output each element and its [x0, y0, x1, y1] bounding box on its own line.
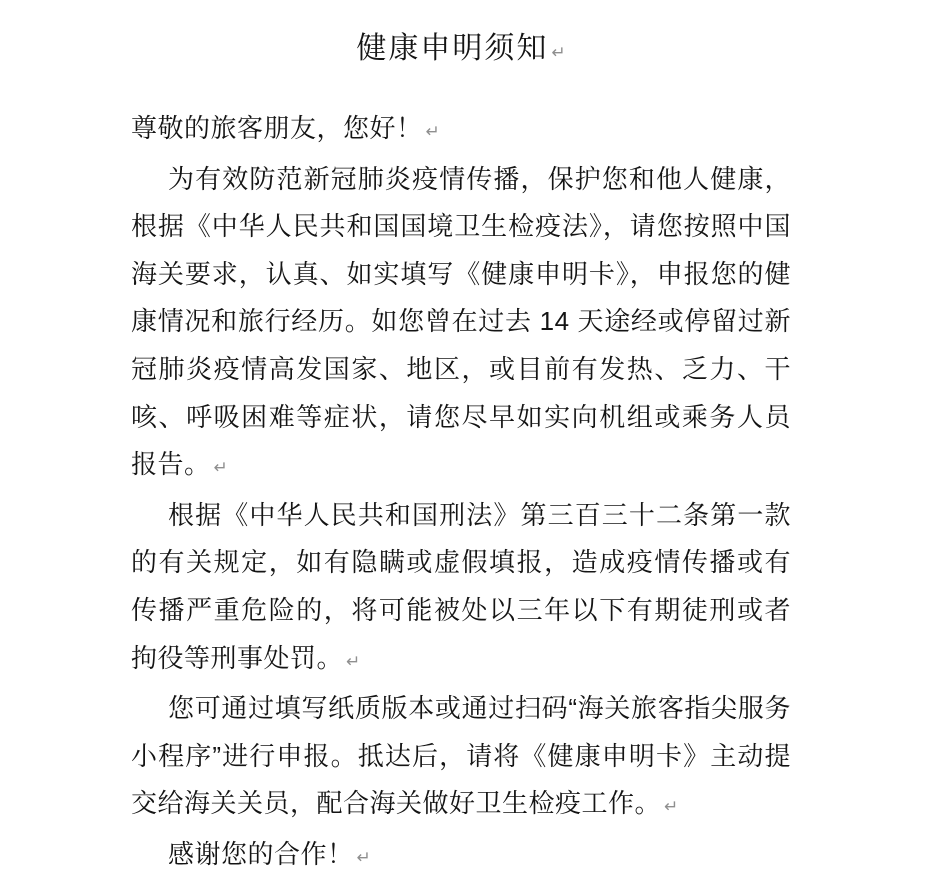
paragraph	[131, 492, 791, 685]
paragraph-text: 根据《中华人民共和国刑法》第三百三十二条第一款的有关规定，如有隐瞒或虚假填报，造成疫情传播或有传播严重危险的，将可能被处以三年以下有期徒刑或者拘役等刑事处罚。	[131, 499, 791, 673]
document-page	[0, 26, 942, 869]
paragraph-text: 为有效防范新冠肺炎疫情传播，保护您和他人健康，根据《中华人民共和国国境卫生检疫法》，请您按照中国海关要求，认真、如实填写《健康申明卡》，申报您的健康情况和旅行经历。如您曾在过去 14 天途经或停留过新冠肺炎疫情高发国家、地区，或目前有发热、乏力、干咳、呼吸困难等症状，请您尽早如实向机组或乘务人员报告。	[131, 163, 791, 480]
paragraph-mark-icon: ↵	[356, 847, 371, 867]
paragraph	[131, 156, 791, 492]
paragraph-mark-icon: ↵	[551, 43, 566, 62]
page-title	[131, 26, 791, 76]
paragraph-mark-icon: ↵	[213, 458, 228, 478]
paragraph	[131, 105, 791, 156]
paragraph-mark-icon: ↵	[664, 797, 679, 817]
text-column	[131, 26, 791, 882]
paragraph-text: 您可通过填写纸质版本或通过扫码“海关旅客指尖服务小程序”进行申报。抵达后，请将《健康申明卡》主动提交给海关关员，配合海关做好卫生检疫工作。	[131, 693, 791, 819]
paragraph	[131, 831, 791, 882]
paragraph	[131, 685, 791, 831]
paragraph-text: 感谢您的合作！	[168, 838, 354, 869]
paragraph-mark-icon: ↵	[346, 651, 361, 671]
paragraph-mark-icon: ↵	[425, 122, 440, 141]
paragraph-text: 尊敬的旅客朋友，您好！	[131, 113, 423, 143]
document-body	[131, 105, 791, 882]
page-title-text: 健康申明须知	[356, 32, 549, 65]
